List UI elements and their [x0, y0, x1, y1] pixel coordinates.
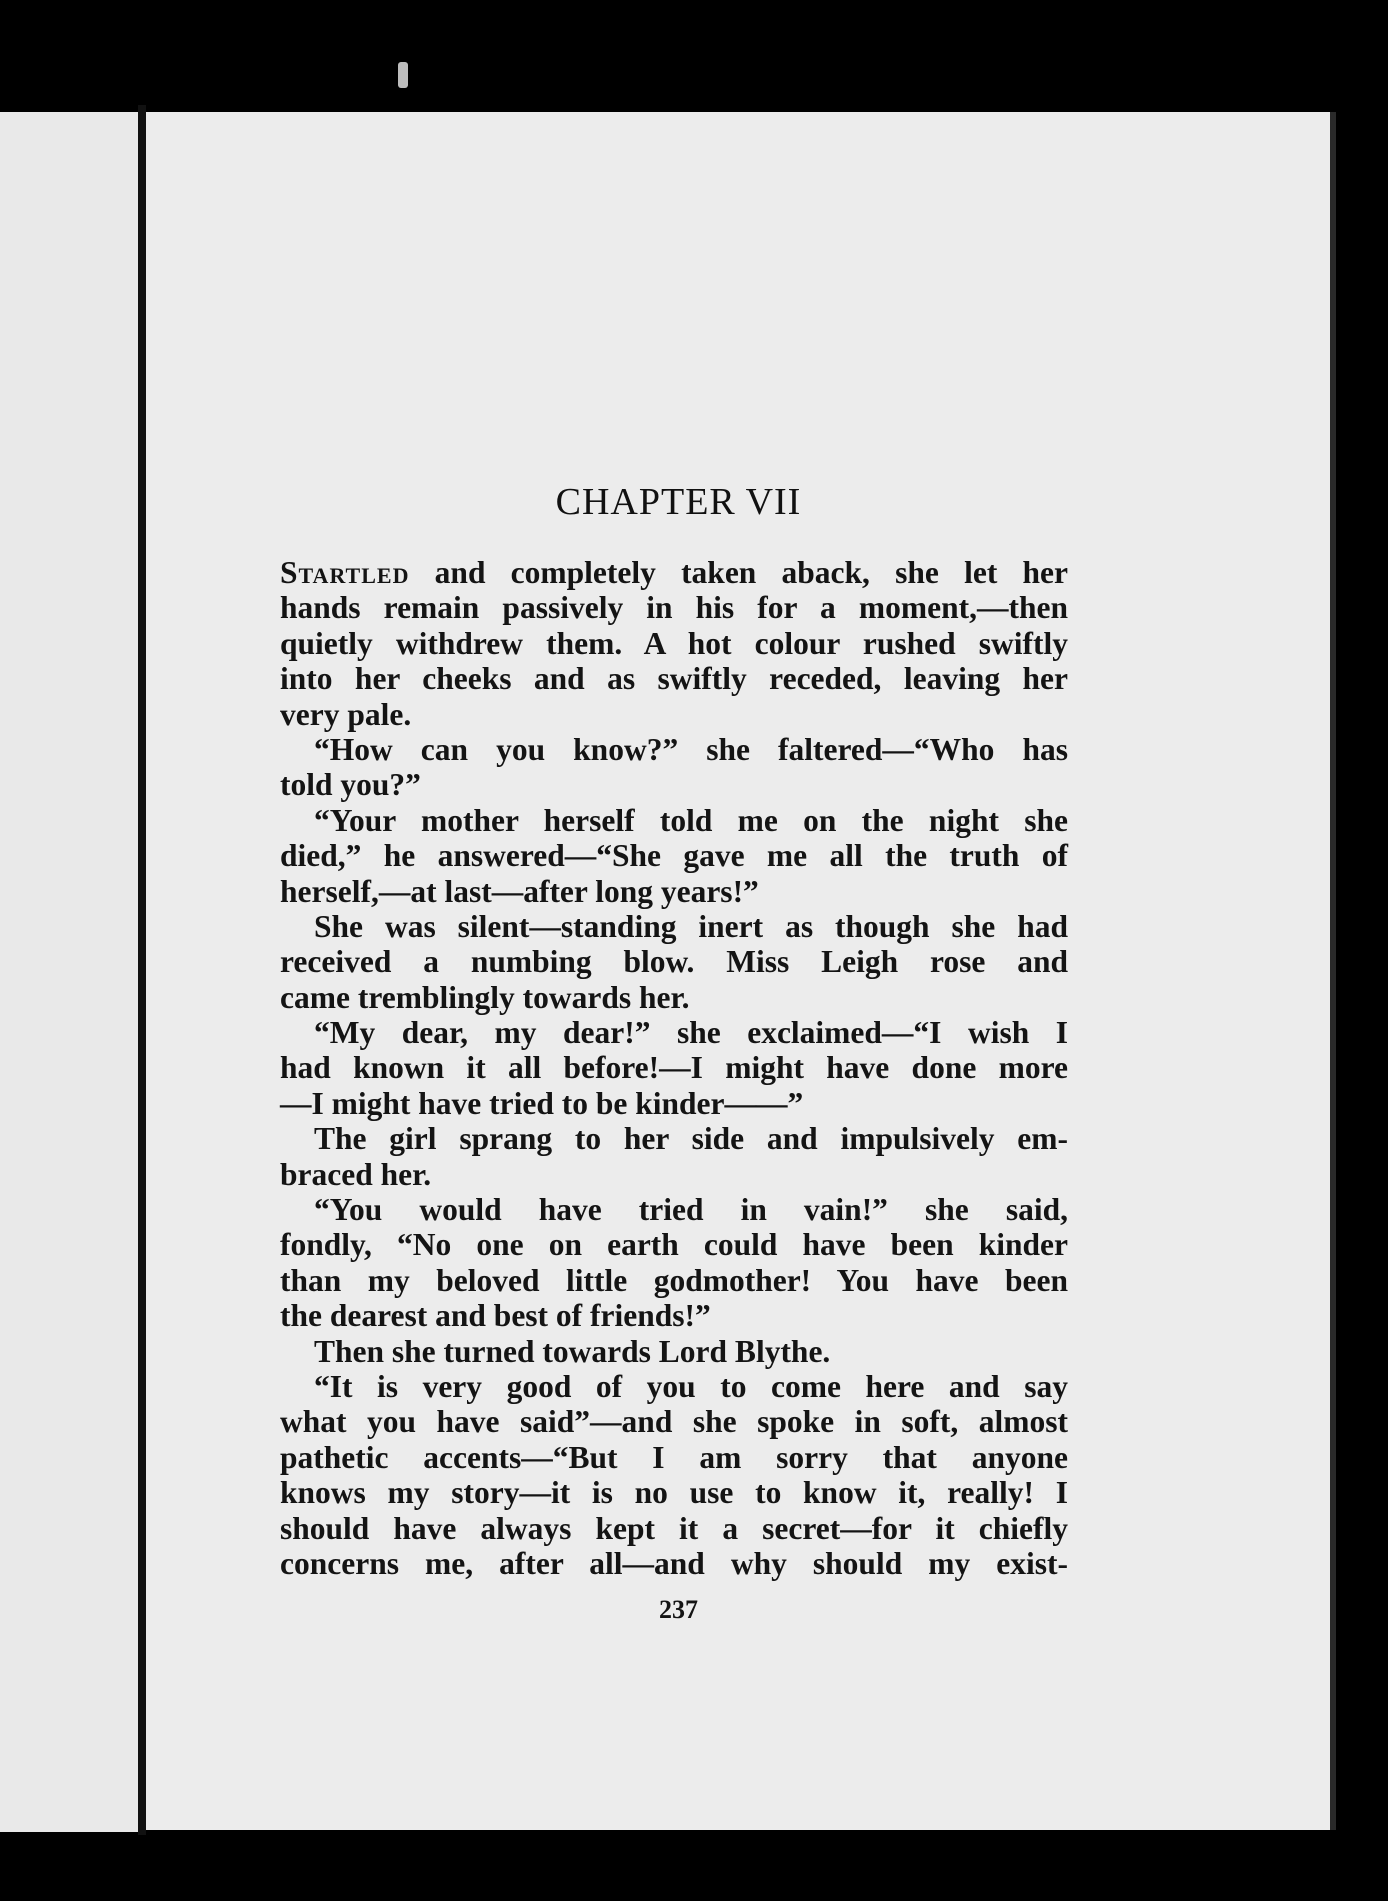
text-line — [280, 590, 1068, 625]
line-text: hands remain passively in his for a moment,—then — [280, 590, 1068, 626]
text-line — [280, 1050, 1068, 1085]
line-text: came tremblingly towards her. — [280, 979, 690, 1015]
text-line — [280, 1334, 1068, 1369]
text-line — [280, 1369, 1068, 1404]
line-text: than my beloved little godmother! You have been — [280, 1262, 1068, 1298]
line-text: concerns me, after all—and why should my exist- — [280, 1545, 1068, 1581]
text-line — [280, 661, 1068, 696]
text-line — [280, 1263, 1068, 1298]
text-line — [280, 803, 1068, 838]
text-line — [280, 555, 1068, 590]
line-text: died,” he answered—“She gave me all the truth of — [280, 838, 1068, 874]
text-line — [280, 1404, 1068, 1439]
chapter-body-text — [280, 555, 1068, 1581]
text-line — [280, 1192, 1068, 1227]
page-edge-shadow — [1330, 112, 1336, 1830]
text-line — [280, 909, 1068, 944]
text-line — [280, 838, 1068, 873]
line-text: The girl sprang to her side and impulsively em- — [314, 1121, 1068, 1157]
book-gutter — [138, 105, 146, 1835]
line-text: and completely taken aback, she let her — [409, 555, 1068, 590]
text-line — [280, 626, 1068, 661]
line-text: —I might have tried to be kinder——” — [280, 1085, 804, 1121]
chapter-title: CHAPTER VII — [555, 481, 802, 523]
line-text: herself,—at last—after long years!” — [280, 873, 759, 909]
line-text: braced her. — [280, 1156, 432, 1192]
line-text: Then she turned towards Lord Blythe. — [314, 1333, 831, 1369]
text-line — [280, 732, 1068, 767]
text-line — [280, 1475, 1068, 1510]
line-text: “How can you know?” she faltered—“Who has — [314, 731, 1068, 767]
scan-speck — [398, 62, 408, 88]
text-line — [280, 1298, 1068, 1333]
text-line — [280, 1227, 1068, 1262]
text-line — [280, 1546, 1068, 1581]
text-line — [280, 1015, 1068, 1050]
line-text: received a numbing blow. Miss Leigh rose and — [280, 944, 1068, 980]
line-text: what you have said”—and she spoke in soft, almost — [280, 1404, 1068, 1440]
line-text: pathetic accents—“But I am sorry that anyone — [280, 1439, 1068, 1475]
page-number: 237 — [659, 1595, 698, 1624]
line-text: knows my story—it is no use to know it, really! I — [280, 1475, 1068, 1511]
line-text: fondly, “No one on earth could have been kinder — [280, 1227, 1068, 1263]
line-text: “It is very good of you to come here and say — [314, 1368, 1068, 1404]
text-line — [280, 1121, 1068, 1156]
text-line — [280, 1440, 1068, 1475]
line-text: She was silent—standing inert as though she had — [314, 908, 1068, 944]
line-text: into her cheeks and as swiftly receded, leaving her — [280, 661, 1068, 697]
line-text: “Your mother herself told me on the night she — [314, 802, 1068, 838]
text-line — [280, 767, 1068, 802]
line-text: should have always kept it a secret—for it chiefly — [280, 1510, 1068, 1546]
opening-word: Startled — [280, 555, 410, 590]
line-text: had known it all before!—I might have done more — [280, 1050, 1068, 1086]
text-line — [280, 1157, 1068, 1192]
text-line — [280, 1511, 1068, 1546]
text-line — [280, 874, 1068, 909]
line-text: “My dear, my dear!” she exclaimed—“I wish I — [314, 1015, 1068, 1051]
line-text: very pale. — [280, 696, 412, 732]
line-text: told you?” — [280, 767, 421, 803]
line-text: “You would have tried in vain!” she said, — [314, 1192, 1068, 1228]
text-line — [280, 697, 1068, 732]
text-line — [280, 1086, 1068, 1121]
line-text: the dearest and best of friends!” — [280, 1298, 711, 1334]
line-text: quietly withdrew them. A hot colour rushed swiftly — [280, 625, 1068, 661]
text-line — [280, 944, 1068, 979]
text-line — [280, 980, 1068, 1015]
facing-page-edge — [0, 112, 140, 1832]
